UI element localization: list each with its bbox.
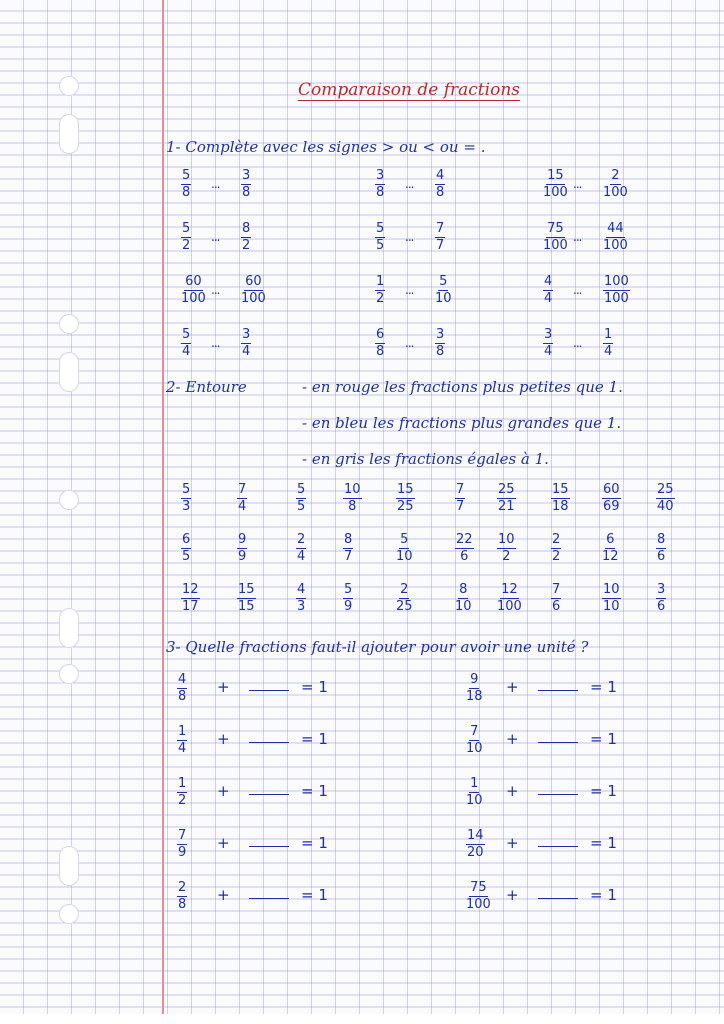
binder-hole: [59, 846, 79, 886]
compare-dots: ...: [573, 336, 582, 350]
circle-fraction: [551, 483, 570, 514]
plus-sign: +: [217, 730, 230, 748]
section3-instruction: 3- Quelle fractions faut-il ajouter pour avoir une unité ?: [166, 638, 589, 656]
numerator: 1: [604, 327, 613, 342]
section2-line-grey: - en gris les fractions égales à 1.: [302, 450, 549, 468]
margin-line: [162, 0, 164, 1024]
section2-instruction: 2- Entoure: [166, 378, 247, 396]
numerator: 5: [297, 482, 306, 497]
numerator: 2: [178, 880, 187, 895]
numerator: 15: [238, 582, 255, 597]
compare-right-fraction: [603, 222, 628, 253]
compare-dots: ...: [405, 177, 414, 191]
denominator: 17: [182, 599, 199, 614]
denominator: 9: [178, 845, 187, 860]
circle-fraction: [656, 533, 666, 564]
circle-fraction: [455, 583, 472, 614]
denominator: 8: [436, 344, 445, 359]
denominator: 7: [456, 499, 465, 514]
numerator: 15: [552, 482, 569, 497]
denominator: 4: [238, 499, 247, 514]
circle-fraction: [455, 533, 474, 564]
answer-blank[interactable]: [538, 742, 578, 743]
compare-left-fraction: [375, 275, 385, 306]
numerator: 5: [182, 327, 191, 342]
denominator: 5: [297, 499, 306, 514]
plus-sign: +: [217, 886, 230, 904]
answer-blank[interactable]: [538, 794, 578, 795]
denominator: 5: [376, 238, 385, 253]
numerator: 5: [182, 221, 191, 236]
circle-fraction: [551, 533, 561, 564]
denominator: 8: [436, 185, 445, 200]
numerator: 60: [245, 274, 262, 289]
denominator: 21: [498, 499, 515, 514]
equals-one: = 1: [590, 678, 617, 696]
numerator: 4: [178, 672, 187, 687]
equals-one: = 1: [301, 834, 328, 852]
compare-right-fraction: [603, 328, 613, 359]
numerator: 60: [603, 482, 620, 497]
denominator: 6: [657, 599, 666, 614]
numerator: 5: [182, 482, 191, 497]
denominator: 2: [552, 549, 561, 564]
compare-right-fraction: [241, 328, 251, 359]
compare-dots: ...: [405, 283, 414, 297]
plus-sign: +: [217, 678, 230, 696]
numerator: 1: [178, 776, 187, 791]
compare-left-fraction: [375, 169, 385, 200]
unit-fraction: [177, 673, 187, 704]
denominator: 10: [396, 549, 413, 564]
numerator: 7: [470, 724, 479, 739]
denominator: 7: [344, 549, 353, 564]
equals-one: = 1: [301, 782, 328, 800]
denominator: 40: [657, 499, 674, 514]
compare-left-fraction: [181, 328, 191, 359]
compare-right-fraction: [241, 222, 251, 253]
unit-fraction: [466, 881, 491, 912]
plus-sign: +: [217, 782, 230, 800]
denominator: 25: [397, 499, 414, 514]
denominator: 25: [396, 599, 413, 614]
circle-fraction: [237, 483, 247, 514]
compare-left-fraction: [181, 222, 191, 253]
unit-fraction: [177, 725, 187, 756]
compare-right-fraction: [435, 222, 445, 253]
denominator: 4: [544, 344, 553, 359]
numerator: 4: [544, 274, 553, 289]
numerator: 10: [344, 482, 361, 497]
denominator: 8: [376, 344, 385, 359]
numerator: 7: [552, 582, 561, 597]
numerator: 2: [552, 532, 561, 547]
denominator: 69: [603, 499, 620, 514]
plus-sign: +: [506, 730, 519, 748]
compare-dots: ...: [211, 230, 220, 244]
denominator: 10: [603, 599, 620, 614]
denominator: 100: [604, 291, 629, 306]
unit-fraction: [466, 777, 483, 808]
unit-fraction: [466, 725, 483, 756]
numerator: 2: [611, 168, 620, 183]
compare-left-fraction: [181, 169, 191, 200]
numerator: 8: [344, 532, 353, 547]
denominator: 8: [178, 897, 187, 912]
section2-line-blue: - en bleu les fractions plus grandes que 1.: [302, 414, 622, 432]
numerator: 9: [470, 672, 479, 687]
binder-hole: [59, 664, 79, 684]
denominator: 100: [543, 185, 568, 200]
denominator: 7: [436, 238, 445, 253]
numerator: 9: [238, 532, 247, 547]
circle-fraction: [656, 583, 666, 614]
answer-blank[interactable]: [249, 742, 289, 743]
denominator: 3: [182, 499, 191, 514]
denominator: 100: [543, 238, 568, 253]
numerator: 7: [456, 482, 465, 497]
equals-one: = 1: [590, 782, 617, 800]
section2-line-red: - en rouge les fractions plus petites que 1.: [302, 378, 623, 396]
numerator: 1: [178, 724, 187, 739]
denominator: 10: [435, 291, 452, 306]
circle-fraction: [343, 583, 353, 614]
equals-one: = 1: [590, 834, 617, 852]
numerator: 5: [344, 582, 353, 597]
compare-right-fraction: [435, 169, 445, 200]
circle-fraction: [296, 483, 306, 514]
unit-fraction: [466, 673, 483, 704]
unit-fraction: [466, 829, 485, 860]
circle-fraction: [497, 483, 516, 514]
numerator: 8: [657, 532, 666, 547]
compare-left-fraction: [181, 275, 206, 306]
denominator: 10: [466, 741, 483, 756]
page-title: Comparaison de fractions: [298, 80, 520, 100]
denominator: 4: [182, 344, 191, 359]
circle-fraction: [296, 533, 306, 564]
denominator: 2: [242, 238, 251, 253]
answer-blank[interactable]: [538, 846, 578, 847]
denominator: 2: [178, 793, 187, 808]
unit-fraction: [177, 881, 187, 912]
numerator: 3: [436, 327, 445, 342]
numerator: 15: [547, 168, 564, 183]
answer-blank[interactable]: [538, 898, 578, 899]
numerator: 1: [470, 776, 479, 791]
denominator: 8: [348, 499, 357, 514]
circle-fraction: [497, 533, 516, 564]
plus-sign: +: [217, 834, 230, 852]
denominator: 5: [182, 549, 191, 564]
denominator: 4: [297, 549, 306, 564]
compare-left-fraction: [543, 222, 568, 253]
compare-dots: ...: [573, 177, 582, 191]
binder-hole: [59, 608, 79, 648]
answer-blank[interactable]: [249, 846, 289, 847]
numerator: 15: [397, 482, 414, 497]
compare-right-fraction: [435, 275, 452, 306]
denominator: 9: [344, 599, 353, 614]
compare-dots: ...: [405, 230, 414, 244]
denominator: 8: [182, 185, 191, 200]
circle-fraction: [551, 583, 561, 614]
numerator: 3: [544, 327, 553, 342]
equals-one: = 1: [301, 730, 328, 748]
answer-blank[interactable]: [538, 690, 578, 691]
denominator: 2: [182, 238, 191, 253]
denominator: 10: [466, 793, 483, 808]
compare-left-fraction: [543, 169, 568, 200]
numerator: 8: [459, 582, 468, 597]
numerator: 3: [242, 168, 251, 183]
unit-fraction: [177, 829, 187, 860]
numerator: 2: [297, 532, 306, 547]
numerator: 6: [376, 327, 385, 342]
equals-one: = 1: [301, 678, 328, 696]
denominator: 4: [544, 291, 553, 306]
unit-fraction: [177, 777, 187, 808]
denominator: 6: [657, 549, 666, 564]
binder-hole: [59, 314, 79, 334]
circle-fraction: [602, 483, 621, 514]
circle-fraction: [296, 583, 306, 614]
answer-blank[interactable]: [249, 898, 289, 899]
numerator: 6: [606, 532, 615, 547]
numerator: 22: [456, 532, 473, 547]
circle-fraction: [602, 533, 619, 564]
numerator: 60: [185, 274, 202, 289]
answer-blank[interactable]: [249, 794, 289, 795]
numerator: 25: [657, 482, 674, 497]
compare-right-fraction: [241, 275, 266, 306]
numerator: 14: [467, 828, 484, 843]
compare-left-fraction: [375, 328, 385, 359]
compare-right-fraction: [603, 275, 630, 306]
denominator: 6: [552, 599, 561, 614]
compare-right-fraction: [241, 169, 251, 200]
circle-fraction: [237, 583, 256, 614]
numerator: 5: [439, 274, 448, 289]
compare-left-fraction: [543, 328, 553, 359]
denominator: 100: [497, 599, 522, 614]
binder-hole: [59, 904, 79, 924]
circle-fraction: [396, 483, 415, 514]
circle-fraction: [396, 533, 413, 564]
circle-fraction: [497, 583, 522, 614]
binder-hole: [59, 114, 79, 154]
section1-instruction: 1- Complète avec les signes > ou < ou = .: [166, 138, 486, 156]
numerator: 12: [501, 582, 518, 597]
numerator: 5: [400, 532, 409, 547]
compare-dots: ...: [573, 283, 582, 297]
compare-right-fraction: [435, 328, 445, 359]
circle-fraction: [656, 483, 675, 514]
numerator: 3: [376, 168, 385, 183]
answer-blank[interactable]: [249, 690, 289, 691]
denominator: 8: [178, 689, 187, 704]
numerator: 12: [182, 582, 199, 597]
denominator: 100: [181, 291, 206, 306]
numerator: 4: [297, 582, 306, 597]
circle-fraction: [181, 533, 191, 564]
compare-left-fraction: [543, 275, 553, 306]
denominator: 18: [466, 689, 483, 704]
numerator: 44: [607, 221, 624, 236]
numerator: 3: [242, 327, 251, 342]
circle-fraction: [602, 583, 621, 614]
plus-sign: +: [506, 678, 519, 696]
compare-dots: ...: [573, 230, 582, 244]
denominator: 15: [238, 599, 255, 614]
numerator: 10: [498, 532, 515, 547]
plus-sign: +: [506, 834, 519, 852]
denominator: 6: [460, 549, 469, 564]
numerator: 3: [657, 582, 666, 597]
denominator: 2: [376, 291, 385, 306]
compare-dots: ...: [211, 336, 220, 350]
denominator: 100: [603, 185, 628, 200]
numerator: 75: [470, 880, 487, 895]
numerator: 5: [182, 168, 191, 183]
circle-fraction: [396, 583, 413, 614]
numerator: 75: [547, 221, 564, 236]
binder-hole: [59, 490, 79, 510]
denominator: 9: [238, 549, 247, 564]
denominator: 4: [604, 344, 613, 359]
denominator: 20: [467, 845, 484, 860]
circle-fraction: [343, 483, 362, 514]
numerator: 25: [498, 482, 515, 497]
circle-fraction: [237, 533, 247, 564]
numerator: 6: [182, 532, 191, 547]
equals-one: = 1: [590, 886, 617, 904]
circle-fraction: [455, 483, 465, 514]
circle-fraction: [181, 583, 200, 614]
numerator: 10: [603, 582, 620, 597]
denominator: 4: [178, 741, 187, 756]
page-bottom-edge: [0, 1014, 724, 1024]
numerator: 5: [376, 221, 385, 236]
plus-sign: +: [506, 782, 519, 800]
binder-hole: [59, 76, 79, 96]
binder-hole: [59, 352, 79, 392]
numerator: 1: [376, 274, 385, 289]
compare-dots: ...: [211, 177, 220, 191]
circle-fraction: [343, 533, 353, 564]
compare-right-fraction: [603, 169, 628, 200]
compare-dots: ...: [405, 336, 414, 350]
numerator: 2: [400, 582, 409, 597]
plus-sign: +: [506, 886, 519, 904]
denominator: 8: [376, 185, 385, 200]
denominator: 3: [297, 599, 306, 614]
denominator: 10: [455, 599, 472, 614]
denominator: 100: [603, 238, 628, 253]
numerator: 8: [242, 221, 251, 236]
equals-one: = 1: [590, 730, 617, 748]
numerator: 4: [436, 168, 445, 183]
compare-left-fraction: [375, 222, 385, 253]
denominator: 100: [241, 291, 266, 306]
denominator: 4: [242, 344, 251, 359]
numerator: 100: [604, 274, 629, 289]
denominator: 18: [552, 499, 569, 514]
denominator: 8: [242, 185, 251, 200]
denominator: 100: [466, 897, 491, 912]
numerator: 7: [436, 221, 445, 236]
numerator: 7: [178, 828, 187, 843]
equals-one: = 1: [301, 886, 328, 904]
denominator: 2: [502, 549, 511, 564]
denominator: 12: [602, 549, 619, 564]
compare-dots: ...: [211, 283, 220, 297]
circle-fraction: [181, 483, 191, 514]
numerator: 7: [238, 482, 247, 497]
